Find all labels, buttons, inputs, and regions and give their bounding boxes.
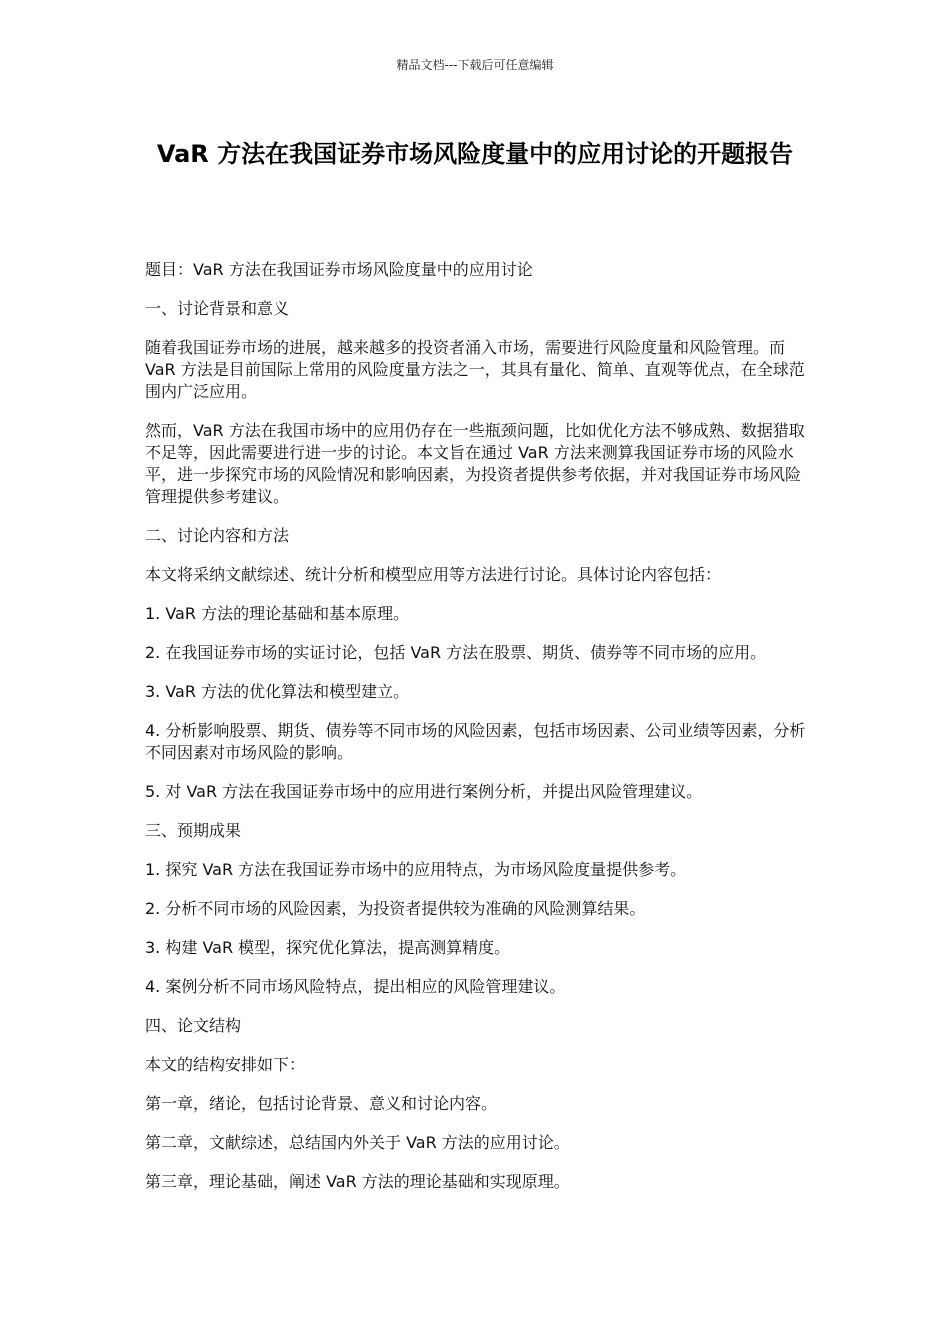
- results-list-item-1: 1. 探究 VaR 方法在我国证券市场中的应用特点，为市场风险度量提供参考。: [145, 860, 687, 879]
- structure-chapter-1: 第一章，绪论，包括讨论背景、意义和讨论内容。: [145, 1094, 498, 1113]
- header-note: 精品文档---下载后可任意编辑: [396, 58, 554, 72]
- structure-chapter-3: 第三章，理论基础，阐述 VaR 方法的理论基础和实现原理。: [145, 1172, 570, 1191]
- paragraph-content-intro: 本文将采纳文献综述、统计分析和模型应用等方法进行讨论。具体讨论内容包括：: [145, 565, 722, 584]
- section-heading-structure: 四、论文结构: [145, 1016, 242, 1035]
- paragraph-background-2: 然而，VaR 方法在我国市场中的应用仍存在一些瓶颈问题，比如优化方法不够成熟、数据猎取不足等，因此需要进行进一步的讨论。本文旨在通过 VaR 方法来测算我国证券市场的风险水平，进一步探究市场的风险情况和影响因素，为投资者提供参考依据，并对我国证券市场风险管理提供参考建议。: [145, 421, 805, 506]
- content-list-item-1: 1. VaR 方法的理论基础和基本原理。: [145, 604, 410, 623]
- results-list-item-3: 3. 构建 VaR 模型，探究优化算法，提高测算精度。: [145, 938, 511, 957]
- content-list-item-2: 2. 在我国证券市场的实证讨论，包括 VaR 方法在股票、期货、债券等不同市场的应用。: [145, 643, 767, 662]
- content-list-item-4: 4. 分析影响股票、期货、债券等不同市场的风险因素，包括市场因素、公司业绩等因素，分析不同因素对市场风险的影响。: [145, 721, 806, 762]
- results-list-item-4: 4. 案例分析不同市场风险特点，提出相应的风险管理建议。: [145, 977, 566, 996]
- document-body: [145, 259, 815, 1193]
- paragraph-structure-intro: 本文的结构安排如下：: [145, 1055, 306, 1074]
- content-list-item-5: 5. 对 VaR 方法在我国证券市场中的应用进行案例分析，并提出风险管理建议。: [145, 782, 703, 801]
- content-list-item-3: 3. VaR 方法的优化算法和模型建立。: [145, 682, 410, 701]
- section-heading-background: 一、讨论背景和意义: [145, 299, 290, 318]
- section-heading-expected-results: 三、预期成果: [145, 821, 242, 840]
- results-list-item-2: 2. 分析不同市场的风险因素，为投资者提供较为准确的风险测算结果。: [145, 899, 646, 918]
- structure-chapter-2: 第二章，文献综述，总结国内外关于 VaR 方法的应用讨论。: [145, 1133, 570, 1152]
- topic-line: 题目：VaR 方法在我国证券市场风险度量中的应用讨论: [145, 260, 533, 279]
- document-title: VaR 方法在我国证券市场风险度量中的应用讨论的开题报告: [156, 140, 794, 168]
- section-heading-content: 二、讨论内容和方法: [145, 526, 290, 545]
- paragraph-background-1: 随着我国证券市场的进展，越来越多的投资者涌入市场，需要进行风险度量和风险管理。而 VaR 方法是目前国际上常用的风险度量方法之一，其具有量化、简单、直观等优点，在全球范围内广泛应用。: [145, 338, 805, 401]
